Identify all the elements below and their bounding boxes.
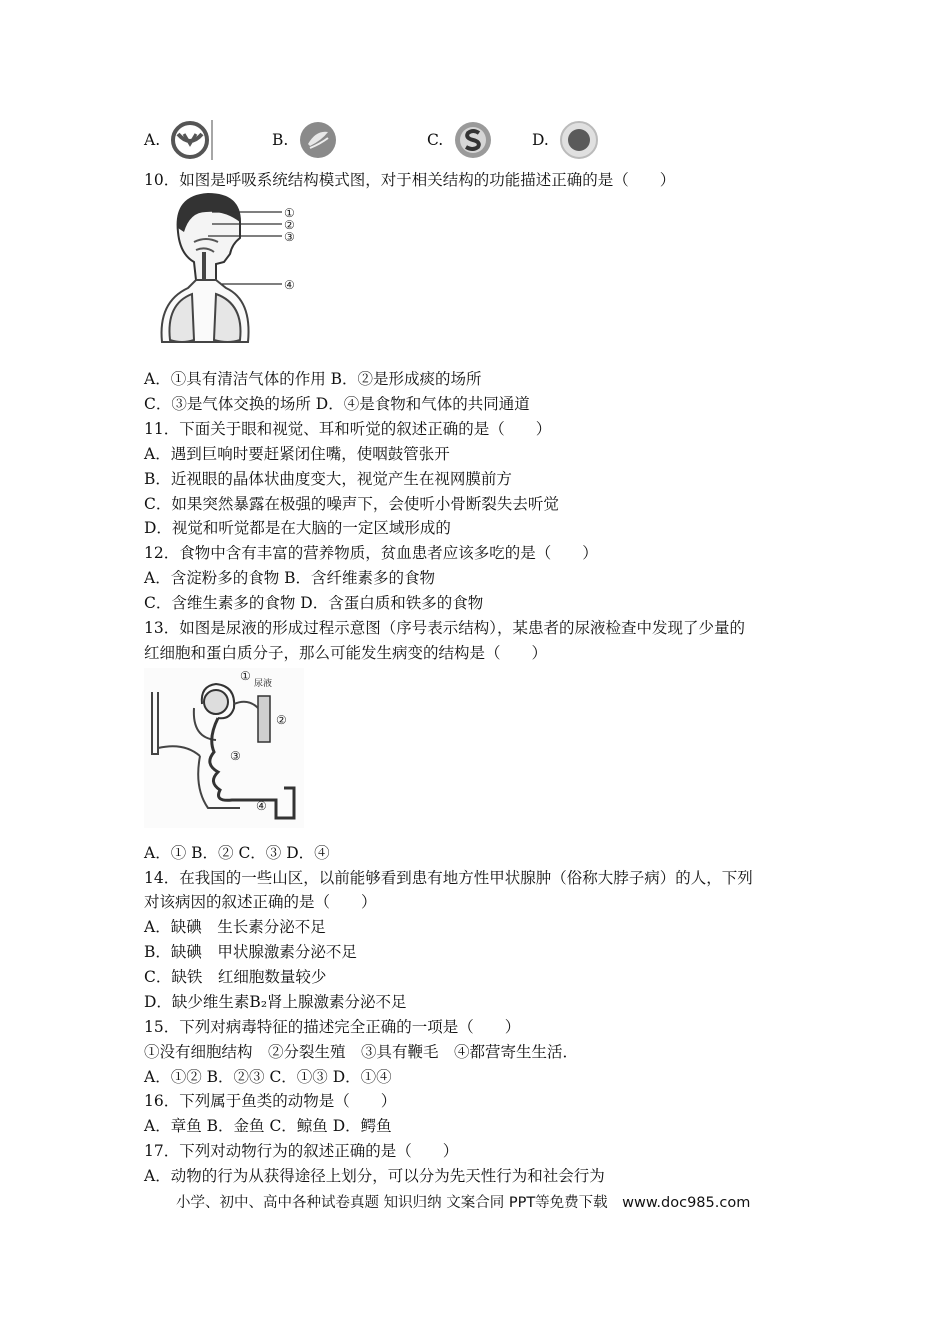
respiratory-label-2: ② — [284, 218, 295, 232]
q11-option-b: B．近视眼的晶体状曲度变大，视觉产生在视网膜前方 — [144, 470, 512, 488]
q15-stem: 15．下列对病毒特征的描述完全正确的一项是（ ） — [144, 1018, 521, 1036]
q10-options-ab: A．①具有清洁气体的作用 B．②是形成痰的场所 — [144, 370, 482, 388]
option-label: A. — [144, 131, 161, 149]
s-logo-icon — [451, 118, 495, 162]
q16-options: A．章鱼 B．金鱼 C．鲸鱼 D．鳄鱼 — [144, 1117, 392, 1135]
urine-label-3: ③ — [230, 749, 241, 763]
environment-logo-icon — [296, 118, 340, 162]
green-food-logo-icon — [168, 118, 214, 162]
respiratory-label-1: ① — [284, 206, 295, 220]
urine-formation-figure — [144, 668, 304, 828]
q13-options: A．① B．② C．③ D．④ — [144, 844, 330, 862]
q14-option-b: B．缺碘 甲状腺激素分泌不足 — [144, 943, 357, 961]
q12-options-cd: C．含维生素多的食物 D．含蛋白质和铁多的食物 — [144, 594, 484, 612]
q11-option-c: C．如果突然暴露在极强的噪声下，会使听小骨断裂失去听觉 — [144, 495, 559, 513]
q11-option-d: D．视觉和听觉都是在大脑的一定区域形成的 — [144, 519, 451, 537]
q14-stem-line1: 14．在我国的一些山区，以前能够看到患有地方性甲状腺肿（俗称大脖子病）的人，下列 — [144, 869, 753, 887]
q10-options-cd: C．③是气体交换的场所 D．④是食物和气体的共同通道 — [144, 395, 530, 413]
q9-option-b — [272, 118, 340, 162]
q14-option-d: D．缺少维生素B₂肾上腺激素分泌不足 — [144, 993, 407, 1011]
q11-option-a: A．遇到巨响时要赶紧闭住嘴，使咽鼓管张开 — [144, 445, 450, 463]
q13-stem-line2: 红细胞和蛋白质分子，那么可能发生病变的结构是（ ） — [144, 644, 548, 662]
urine-label-1: ① — [240, 669, 251, 683]
circle-logo-icon — [557, 118, 601, 162]
urine-label-4: ④ — [256, 799, 267, 813]
option-label: D. — [532, 131, 549, 149]
respiratory-system-figure — [144, 192, 304, 364]
urine-label-2: ② — [276, 713, 287, 727]
q15-statements: ①没有细胞结构 ②分裂生殖 ③具有鞭毛 ④都营寄生生活． — [144, 1043, 579, 1061]
respiratory-label-3: ③ — [284, 230, 295, 244]
q9-option-d — [532, 118, 601, 162]
q13-stem-line1: 13．如图是尿液的形成过程示意图（序号表示结构），某患者的尿液检查中发现了少量的 — [144, 619, 745, 637]
respiratory-label-4: ④ — [284, 278, 295, 292]
page-footer: 小学、初中、高中各种试卷真题 知识归纳 文案合同 PPT等免费下载 www.doc985.com — [176, 1195, 751, 1211]
q16-stem: 16．下列属于鱼类的动物是（ ） — [144, 1092, 397, 1110]
q17-option-a: A．动物的行为从获得途径上划分，可以分为先天性行为和社会行为 — [144, 1167, 605, 1185]
q14-stem-line2: 对该病因的叙述正确的是（ ） — [144, 893, 377, 911]
q10-stem: 10．如图是呼吸系统结构模式图，对于相关结构的功能描述正确的是（ ） — [144, 171, 676, 189]
q14-option-a: A．缺碘 生长素分泌不足 — [144, 918, 326, 936]
q12-options-ab: A．含淀粉多的食物 B．含纤维素多的食物 — [144, 569, 436, 587]
q9-option-c — [427, 118, 495, 162]
q9-option-a — [144, 118, 214, 162]
q9-options-row — [144, 118, 664, 162]
q12-stem: 12．食物中含有丰富的营养物质，贫血患者应该多吃的是（ ） — [144, 544, 598, 562]
option-label: C. — [427, 131, 444, 149]
q17-stem: 17．下列对动物行为的叙述正确的是（ ） — [144, 1142, 459, 1160]
q15-options: A．①② B．②③ C．①③ D．①④ — [144, 1068, 392, 1086]
urine-top-label: 尿液 — [254, 679, 273, 689]
q11-stem: 11．下面关于眼和视觉、耳和听觉的叙述正确的是（ ） — [144, 420, 552, 438]
q14-option-c: C．缺铁 红细胞数量较少 — [144, 968, 327, 986]
option-label: B. — [272, 131, 289, 149]
